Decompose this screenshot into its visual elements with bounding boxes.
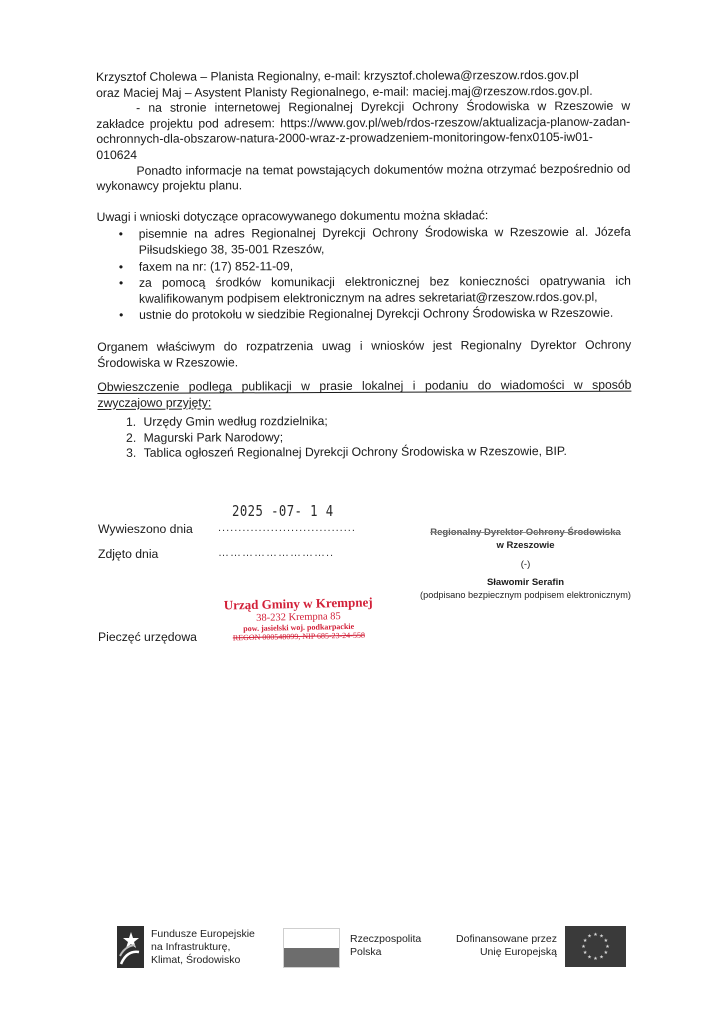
list-item: 2. Magurski Park Narodowy;	[140, 429, 632, 447]
signatory-name: Sławomir Serafin	[486, 577, 565, 588]
publication-paragraph: Obwieszczenie podlega publikacji w prasie lokalnej i podaniu do wiadomości w sposób zwyczajowo przyjęty:	[97, 377, 632, 410]
date-stamp: 2025 -07- 1 4	[232, 502, 334, 520]
submission-methods-list	[97, 225, 631, 324]
svg-text:★: ★	[603, 950, 609, 956]
list-item: 1. Urzędy Gmin według rozdzielnika;	[140, 413, 632, 431]
website-paragraph: - na stronie internetowej Regionalnej Dyrekcji Ochrony Środowiska w Rzeszowie w zakładce projektu pod adresem: https://www.gov.pl/web/rdos-rzeszow/aktualizacja-planow-zadan-ochronnych-dla-obszarow-natura-2000-wraz-z-prowadzeniem-monitoringow-fenx0105-iw01-010624	[96, 98, 631, 162]
contractor-paragraph: Ponadto informacje na temat powstających dokumentów można otrzymać bezpośrednio od wykonawcy projektu planu.	[96, 161, 631, 194]
removed-dots: ………………………..	[218, 547, 335, 559]
european-funds-logo-icon	[117, 926, 144, 968]
svg-text:★: ★	[593, 956, 598, 962]
signature-mark: (-)	[520, 559, 531, 570]
list-item: • pisemnie na adres Regionalnej Dyrekcji Ochrony Środowiska w Rzeszowie al. Józefa Piłsudskiego 38, 35-001 Rzeszów,	[119, 225, 631, 258]
svg-text:★: ★	[582, 950, 588, 956]
document-body	[96, 68, 632, 462]
posted-row	[98, 522, 356, 536]
signatory-city: w Rzeszowie	[496, 540, 555, 551]
contact-line-1: Krzysztof Cholewa – Planista Regionalny, e-mail: krzysztof.cholewa@rzeszow.rdos.gov.pl	[96, 67, 579, 84]
authority-paragraph: Organem właściwym do rozpatrzenia uwag i wniosków jest Regionalny Dyrektor Ochrony Środowiska w Rzeszowie.	[97, 337, 632, 370]
poland-flag-icon	[283, 928, 340, 968]
svg-text:★: ★	[599, 954, 604, 961]
eu-flag-icon	[565, 926, 626, 967]
poland-text: Rzeczpospolita Polska	[350, 933, 422, 958]
list-item: • za pomocą środków komunikacji elektronicznej bez konieczności opatrywania ich kwalifikowanym podpisem elektronicznym na adres sekretariat@rzeszow.rdos.gov.pl,	[119, 274, 631, 307]
posted-dots: ..................................	[218, 522, 356, 534]
signature-note: (podpisano bezpiecznym podpisem elektronicznym)	[420, 590, 631, 600]
svg-text:★: ★	[581, 944, 586, 950]
svg-text:★: ★	[599, 933, 604, 940]
contact-line-2: oraz Maciej Maj – Asystent Planisty Regionalnego, e-mail: maciej.maj@rzeszow.rdos.gov.pl.	[96, 83, 593, 100]
list-item: • faxem na nr: (17) 852-11-09,	[119, 257, 631, 275]
removed-label: Zdjęto dnia	[98, 547, 159, 561]
svg-text:★: ★	[587, 954, 592, 961]
posted-label: Wywieszono dnia	[98, 522, 193, 536]
svg-text:★: ★	[582, 938, 588, 944]
office-stamp: Urząd Gminy w Krempnej 38-232 Krempna 85 pow. jasielski woj. podkarpackie REGON 000548099, NIP 685-23-24-558	[223, 594, 373, 643]
svg-text:★: ★	[603, 938, 609, 944]
svg-text:★: ★	[605, 944, 610, 950]
seal-row	[98, 630, 218, 644]
footer-logos	[0, 920, 725, 975]
european-funds-text: Fundusze Europejskie na Infrastrukturę, Klimat, Środowisko	[151, 928, 255, 966]
eu-cofinanced-text: Dofinansowane przez Unię Europejską	[456, 933, 557, 958]
removed-row	[98, 547, 335, 561]
svg-text:★: ★	[587, 933, 592, 940]
comments-intro: Uwagi i wnioski dotyczące opracowywanego dokumentu można składać:	[96, 208, 489, 224]
signature-block	[398, 526, 653, 602]
list-item: 3. Tablica ogłoszeń Regionalnej Dyrekcji Ochrony Środowiska w Rzeszowie, BIP.	[140, 444, 632, 462]
seal-label: Pieczęć urzędowa	[98, 630, 197, 644]
distribution-list	[98, 413, 632, 462]
list-item: • ustnie do protokołu w siedzibie Regionalnej Dyrekcji Ochrony Środowiska w Rzeszowie.	[119, 306, 631, 324]
svg-text:★: ★	[593, 932, 598, 938]
signatory-title: Regionalny Dyrektor Ochrony Środowiska	[430, 527, 621, 538]
